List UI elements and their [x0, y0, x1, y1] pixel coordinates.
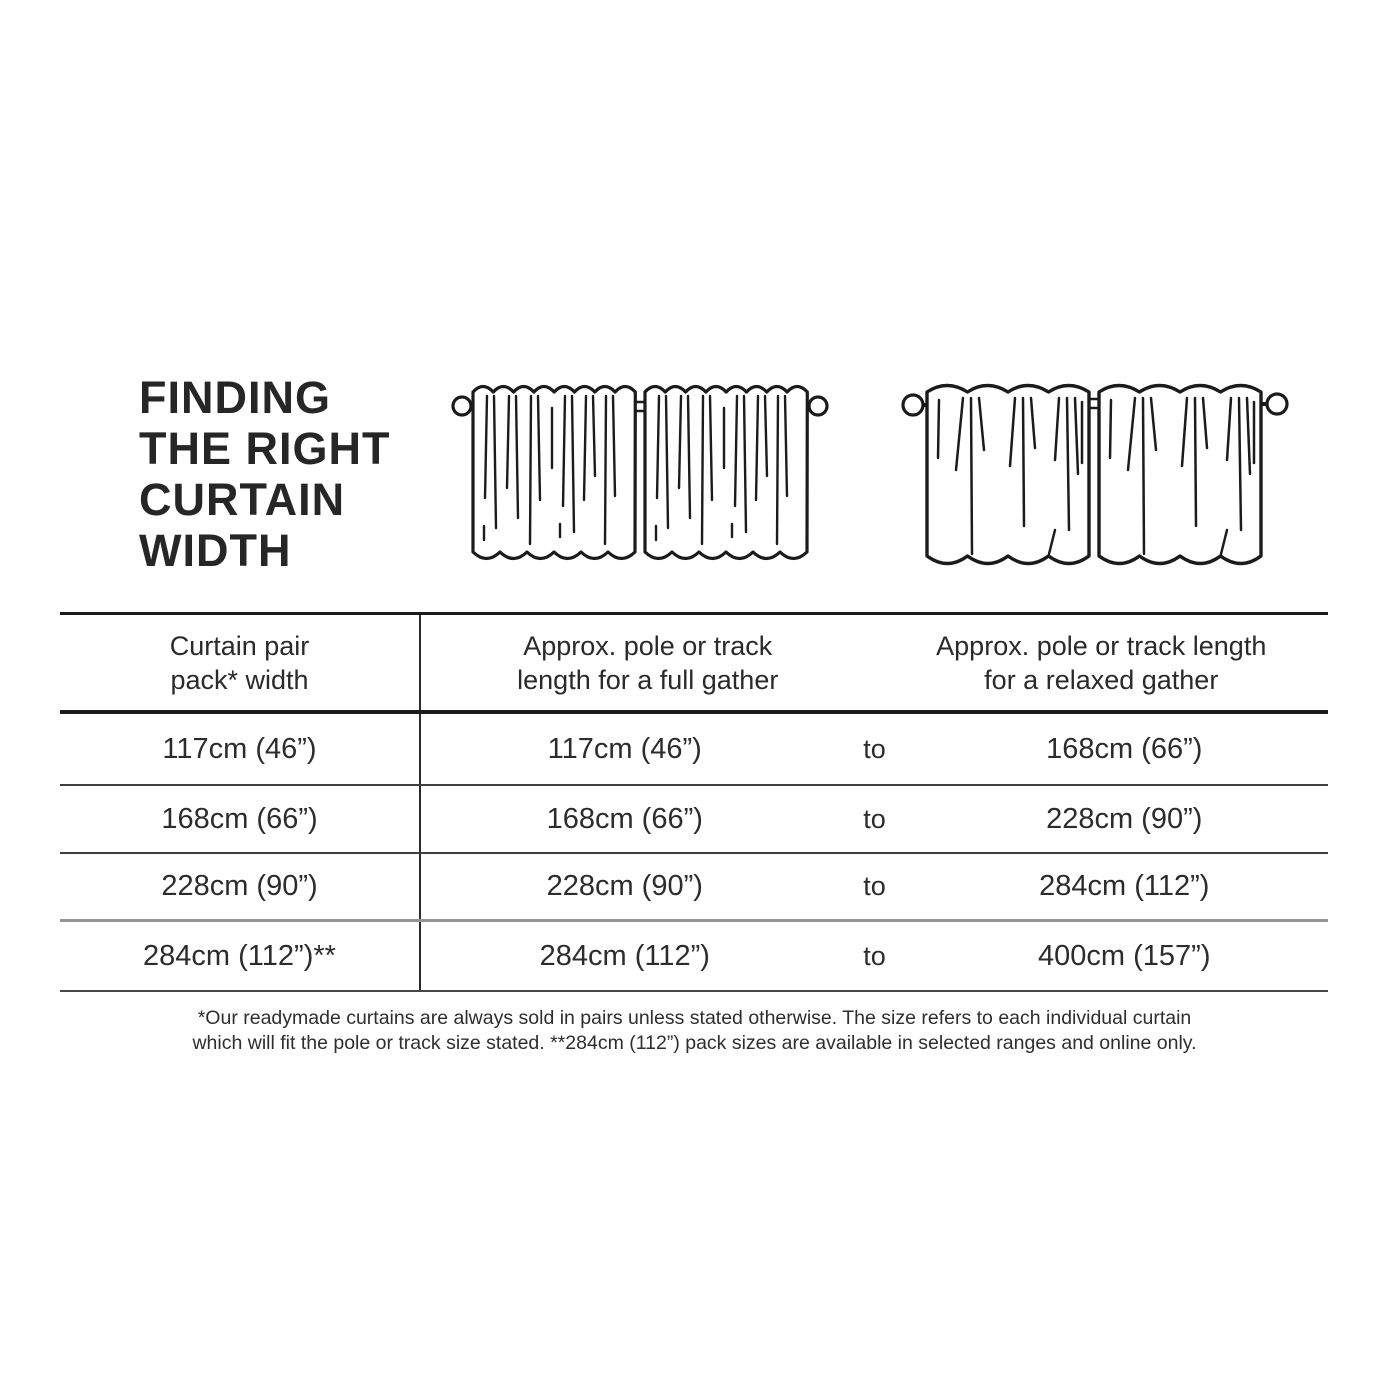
- header-pack-width: [60, 615, 421, 710]
- size-table: [60, 612, 1328, 992]
- table-row: [60, 786, 1328, 854]
- curtains-relaxed-gather-icon: [901, 378, 1289, 583]
- pole-finial-left-icon: [453, 397, 473, 415]
- cell-pack-width: 284cm (112”)**: [60, 922, 421, 990]
- curtain-panel: [927, 386, 1089, 564]
- cell-relaxed-gather: 168cm (66”): [1046, 732, 1203, 765]
- footnote-line: *Our readymade curtains are always sold in pairs unless stated otherwise. The size refers to each individual curtain: [197, 1007, 1192, 1029]
- to-label: to: [863, 803, 886, 834]
- page-title-line: THE RIGHT: [139, 423, 391, 474]
- cell-pack-width: 168cm (66”): [60, 786, 421, 852]
- page-title-line: WIDTH: [139, 525, 292, 576]
- table-row: [60, 922, 1328, 992]
- footnote: [0, 1006, 1389, 1056]
- page-title-line: CURTAIN: [139, 474, 346, 525]
- cell-full-gather: 168cm (66”): [546, 802, 703, 835]
- table-row: [60, 714, 1328, 786]
- pleat-lines: [1110, 398, 1254, 554]
- header-line: length for a full gather: [517, 664, 779, 695]
- cell-full-gather: 117cm (46”): [547, 732, 702, 765]
- curtain-panel: [645, 387, 807, 559]
- header-line: for a relaxed gather: [984, 664, 1219, 695]
- to-label: to: [863, 733, 886, 764]
- cell-full-gather: 284cm (112”): [539, 939, 710, 972]
- cell-relaxed-gather: 228cm (90”): [1046, 802, 1203, 835]
- pole-finial-left-icon: [903, 395, 927, 415]
- curtains-full-gather-icon: [451, 380, 831, 572]
- pole-finial-right-icon: [807, 397, 827, 415]
- header-line: pack* width: [170, 664, 309, 695]
- pole-finial-right-icon: [1261, 394, 1287, 414]
- cell-pack-width: 228cm (90”): [60, 854, 421, 919]
- header-line: Approx. pole or track: [523, 630, 773, 661]
- header-line: Approx. pole or track length: [936, 630, 1267, 661]
- page-title-line: FINDING: [139, 372, 331, 423]
- cell-pack-width: 117cm (46”): [60, 714, 421, 784]
- curtain-panel: [1099, 386, 1261, 564]
- pleat-lines: [938, 398, 1082, 554]
- header-line: Curtain pair: [169, 630, 310, 661]
- header-relaxed-gather: [875, 629, 1329, 697]
- footnote-line: which will fit the pole or track size stated. **284cm (112”) pack sizes are available in selected ranges and online only.: [192, 1032, 1197, 1054]
- cell-relaxed-gather: 284cm (112”): [1039, 870, 1210, 902]
- cell-relaxed-gather: 400cm (157”): [1038, 939, 1211, 972]
- header-full-gather: [421, 629, 875, 697]
- table-row: [60, 854, 1328, 922]
- page-title: [139, 372, 391, 576]
- curtain-panel: [473, 387, 635, 559]
- to-label: to: [863, 940, 886, 971]
- to-label: to: [863, 871, 886, 901]
- pleat-lines: [484, 396, 615, 544]
- cell-full-gather: 228cm (90”): [546, 870, 703, 902]
- table-header-row: [60, 615, 1328, 714]
- pleat-lines: [656, 396, 787, 544]
